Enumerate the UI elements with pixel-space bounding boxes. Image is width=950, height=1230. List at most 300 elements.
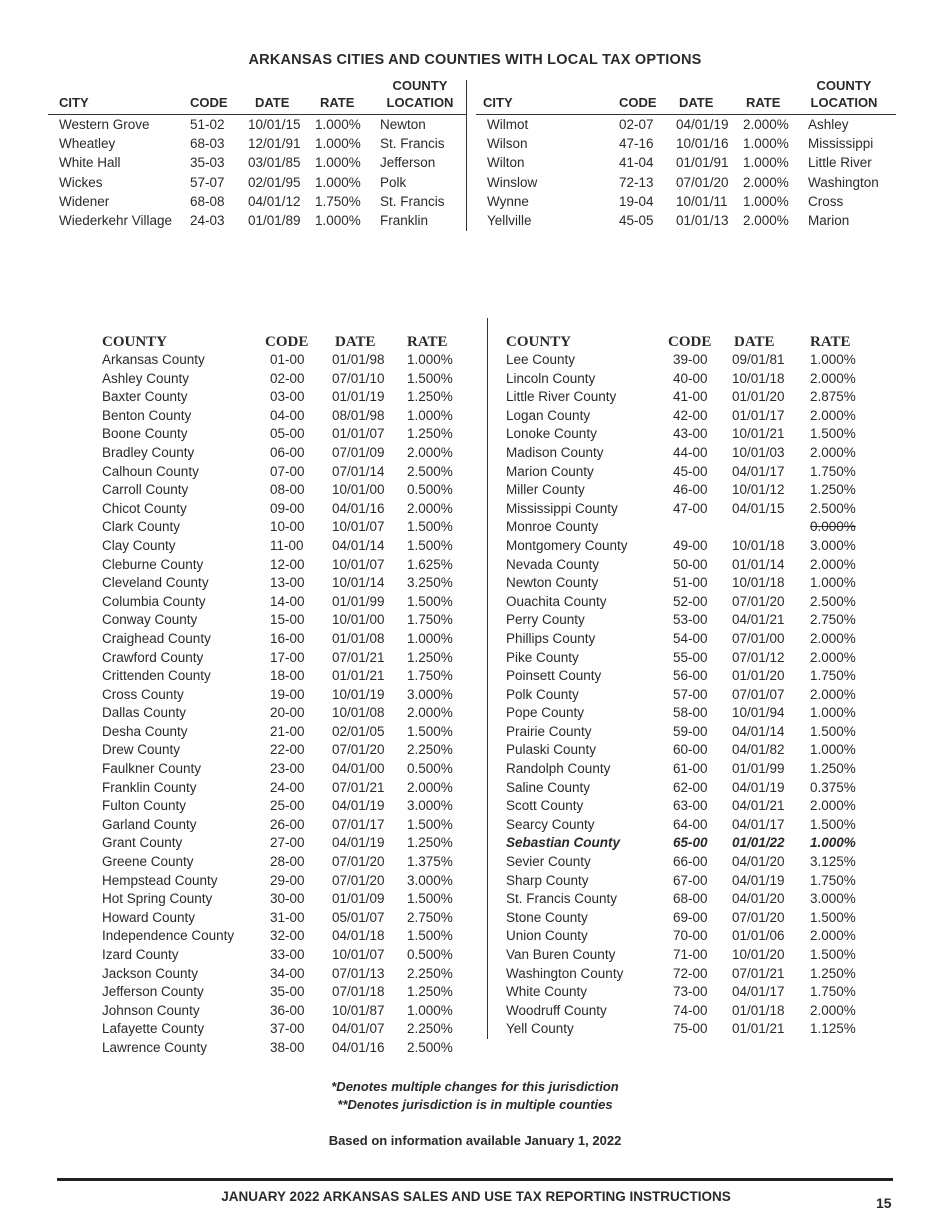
county-rate: 1.000%	[810, 742, 856, 758]
cities-left-half	[48, 78, 466, 231]
county-date: 07/01/21	[332, 779, 385, 795]
county-code: 41-00	[673, 389, 708, 405]
county-date: 07/01/13	[332, 965, 385, 981]
county-code: 66-00	[673, 854, 708, 870]
code-header: CODE	[619, 95, 657, 110]
rate-header: RATE	[746, 95, 781, 110]
county-date: 04/01/21	[732, 798, 785, 814]
county-code: 33-00	[270, 947, 305, 962]
county-date: 10/01/07	[332, 519, 385, 535]
county-rate: 2.000%	[810, 798, 856, 814]
county-code: 14-00	[270, 593, 305, 609]
cities-column-divider	[466, 80, 467, 231]
county-name: Benton County	[102, 407, 192, 423]
county-rate: 1.250%	[407, 835, 453, 851]
city-row	[48, 116, 466, 135]
footnote-multiple-changes: *Denotes multiple changes for this jurisdiction	[331, 1079, 619, 1094]
county-name: Clark County	[102, 519, 181, 535]
county-date: 07/01/18	[332, 984, 385, 1000]
county-code: 11-00	[270, 537, 304, 553]
county-code: 72-00	[673, 965, 708, 981]
county-rate: 3.125%	[810, 854, 856, 870]
county-code: 56-00	[673, 668, 708, 684]
county-date: 10/01/07	[332, 947, 385, 962]
county-date: 04/01/19	[332, 835, 385, 851]
county-code: 20-00	[270, 705, 305, 721]
county-rate: 2.750%	[810, 612, 856, 628]
county-code: 24-00	[270, 779, 305, 795]
county-rate: 2.000%	[810, 407, 856, 423]
county-code: 23-00	[270, 761, 305, 777]
county-date: 01/01/18	[732, 1002, 785, 1018]
county-name: St. Francis County	[506, 891, 618, 907]
county-name: Montgomery County	[506, 537, 628, 553]
county-date: 10/01/07	[332, 556, 385, 572]
county-name: Jefferson County	[102, 984, 204, 1000]
county-code: 16-00	[270, 630, 305, 646]
city-code: 45-05	[619, 212, 654, 228]
county-date: 10/01/00	[332, 612, 385, 628]
county-date: 02/01/05	[332, 723, 385, 739]
county-code: 36-00	[270, 1002, 305, 1018]
county-code: 06-00	[270, 444, 305, 460]
county-date: 07/01/21	[332, 649, 385, 665]
county-name: Miller County	[506, 482, 585, 498]
county-name: Cleveland County	[102, 575, 209, 591]
cities-right-rows	[476, 115, 896, 231]
county-name: Lafayette County	[102, 1021, 205, 1037]
city-county-location: Little River	[808, 155, 872, 171]
county-name: Newton County	[506, 575, 599, 591]
county-name: Madison County	[506, 444, 604, 460]
county-location-header-line1: COUNTY	[392, 78, 448, 93]
city-date: 07/01/20	[676, 174, 729, 190]
county-code: 71-00	[673, 947, 708, 962]
city-county-location: St. Francis	[380, 136, 445, 152]
county-date: 01/01/08	[332, 630, 385, 646]
county-date: 10/01/14	[332, 575, 385, 591]
city-rate: 1.000%	[315, 117, 361, 132]
footer-title: JANUARY 2022 ARKANSAS SALES AND USE TAX REPORTING INSTRUCTIONS	[221, 1189, 731, 1204]
county-name: Jackson County	[102, 965, 199, 981]
county-rate: 2.875%	[810, 389, 856, 405]
county-date: 04/01/16	[332, 500, 385, 516]
county-code: 59-00	[673, 723, 708, 739]
county-location-header-line2: LOCATION	[810, 95, 878, 110]
county-rate: 1.125%	[810, 1021, 856, 1037]
date-header: DATE	[679, 95, 714, 110]
county-rate: 1.750%	[810, 872, 856, 888]
county-rate: 1.000%	[407, 352, 453, 367]
code-header: CODE	[190, 95, 228, 110]
county-name: Marion County	[506, 463, 594, 479]
city-row	[48, 193, 466, 212]
county-date: 01/01/07	[332, 426, 385, 442]
county-code: 53-00	[673, 612, 708, 628]
county-date: 04/01/14	[732, 723, 785, 739]
county-rate: 2.500%	[407, 463, 453, 479]
county-name: Hot Spring County	[102, 891, 213, 907]
county-code: 40-00	[673, 370, 708, 386]
city-row	[48, 174, 466, 193]
county-name: Clay County	[102, 537, 176, 553]
county-name: Chicot County	[102, 500, 187, 516]
county-rate: 1.500%	[810, 909, 856, 925]
city-name: White Hall	[59, 155, 121, 171]
date-header: DATE	[335, 334, 376, 350]
city-row	[48, 154, 466, 173]
county-date: 04/01/17	[732, 984, 785, 1000]
county-name: Independence County	[102, 928, 235, 944]
county-name: Poinsett County	[506, 668, 602, 684]
county-rate: 0.000%	[810, 519, 856, 535]
county-name: Craighead County	[102, 630, 211, 646]
county-rate: 1.500%	[810, 723, 856, 739]
county-code: 64-00	[673, 816, 708, 832]
county-rate: 2.000%	[810, 370, 856, 386]
city-name: Wynne	[487, 193, 529, 209]
county-date: 01/01/09	[332, 891, 385, 907]
county-name: Sebastian County	[506, 835, 621, 851]
county-code: 12-00	[270, 556, 305, 572]
city-name: Western Grove	[59, 117, 150, 132]
county-date: 07/01/20	[332, 854, 385, 870]
rate-header: RATE	[320, 95, 355, 110]
county-date: 10/01/03	[732, 444, 785, 460]
city-date: 01/01/91	[676, 155, 729, 171]
county-name: Union County	[506, 928, 588, 944]
county-date: 04/01/07	[332, 1021, 385, 1037]
county-date: 09/01/81	[732, 352, 785, 367]
county-name: Grant County	[102, 835, 183, 851]
county-date: 08/01/98	[332, 407, 385, 423]
county-code: 50-00	[673, 556, 708, 572]
city-name: Wiederkehr Village	[59, 212, 173, 228]
county-name: Woodruff County	[506, 1002, 607, 1018]
city-date: 01/01/89	[248, 212, 301, 228]
county-name: Drew County	[102, 742, 181, 758]
city-county-location: Ashley	[808, 117, 849, 132]
county-code: 46-00	[673, 482, 708, 498]
county-code: 21-00	[270, 723, 305, 739]
county-name: Prairie County	[506, 723, 592, 739]
county-rate: 1.500%	[407, 928, 453, 944]
city-date: 12/01/91	[248, 136, 301, 152]
county-date: 01/01/22	[732, 835, 785, 851]
city-code: 24-03	[190, 212, 225, 228]
county-name: Greene County	[102, 854, 194, 870]
county-code: 22-00	[270, 742, 305, 758]
county-date: 07/01/14	[332, 463, 385, 479]
county-rate: 1.500%	[810, 947, 856, 962]
county-name: Franklin County	[102, 779, 197, 795]
county-rate: 3.000%	[407, 686, 453, 702]
city-county-location: Mississippi	[808, 136, 874, 152]
county-date: 10/01/08	[332, 705, 385, 721]
county-code: 38-00	[270, 1039, 305, 1055]
county-rate: 2.000%	[810, 556, 856, 572]
county-rate: 2.000%	[810, 630, 856, 646]
county-date: 07/01/09	[332, 444, 385, 460]
city-rate: 1.000%	[315, 155, 361, 171]
county-rate: 1.750%	[407, 612, 453, 628]
city-code: 41-04	[619, 155, 654, 171]
county-name: Ouachita County	[506, 593, 607, 609]
city-rate: 2.000%	[743, 117, 789, 132]
county-code: 29-00	[270, 872, 305, 888]
county-name: Faulkner County	[102, 761, 202, 777]
county-code: 42-00	[673, 407, 708, 423]
county-date: 01/01/21	[332, 668, 385, 684]
county-rate: 1.750%	[407, 668, 453, 684]
county-date: 04/01/19	[332, 798, 385, 814]
county-code: 35-00	[270, 984, 305, 1000]
county-code: 18-00	[270, 668, 305, 684]
city-code: 02-07	[619, 117, 654, 132]
city-rate: 1.000%	[315, 174, 361, 190]
county-name: Cleburne County	[102, 556, 204, 572]
county-date: 07/01/17	[332, 816, 385, 832]
county-date: 04/01/18	[332, 928, 385, 944]
city-rate: 1.750%	[315, 193, 361, 209]
page-title: ARKANSAS CITIES AND COUNTIES WITH LOCAL TAX OPTIONS	[248, 52, 702, 68]
county-name: Conway County	[102, 612, 198, 628]
county-rate: 1.000%	[810, 352, 856, 367]
county-location-header-line2: LOCATION	[386, 95, 454, 110]
county-code: 54-00	[673, 630, 708, 646]
county-date: 05/01/07	[332, 909, 385, 925]
city-county-location: Cross	[808, 193, 844, 209]
cities-left-rows	[48, 115, 466, 231]
county-date: 07/01/10	[332, 370, 385, 386]
county-rate: 2.000%	[407, 705, 453, 721]
county-code: 17-00	[270, 649, 305, 665]
city-code: 72-13	[619, 174, 654, 190]
county-date: 01/01/21	[732, 1021, 785, 1037]
city-header: CITY	[59, 95, 89, 110]
county-date: 07/01/12	[732, 649, 785, 665]
county-code: 15-00	[270, 612, 305, 628]
city-county-location: Polk	[380, 174, 407, 190]
city-code: 47-16	[619, 136, 654, 152]
county-code: 30-00	[270, 891, 305, 907]
county-code: 62-00	[673, 779, 708, 795]
city-code: 35-03	[190, 155, 225, 171]
cities-left-header	[48, 78, 466, 115]
county-rate: 2.000%	[407, 444, 453, 460]
city-rate: 2.000%	[743, 174, 789, 190]
county-rate: 2.250%	[407, 965, 453, 981]
county-code: 10-00	[270, 519, 305, 535]
city-name: Wickes	[59, 174, 103, 190]
counties-column-divider	[487, 318, 488, 1039]
county-code: 26-00	[270, 816, 305, 832]
county-code: 47-00	[673, 500, 708, 516]
county-rate: 1.500%	[407, 537, 453, 553]
county-rate: 1.500%	[407, 519, 453, 535]
city-rate: 2.000%	[743, 212, 789, 228]
city-row	[476, 193, 896, 212]
county-date: 07/01/20	[732, 909, 785, 925]
city-header: CITY	[483, 95, 513, 110]
county-name: Lawrence County	[102, 1039, 208, 1055]
county-name: Calhoun County	[102, 463, 199, 479]
county-date: 01/01/06	[732, 928, 785, 944]
county-code: 75-00	[673, 1021, 708, 1037]
county-name: Phillips County	[506, 630, 596, 646]
county-rate: 1.750%	[810, 984, 856, 1000]
county-header: COUNTY	[506, 334, 572, 350]
county-date: 04/01/17	[732, 463, 785, 479]
county-date: 07/01/20	[332, 872, 385, 888]
county-name: White County	[506, 984, 588, 1000]
county-name: Howard County	[102, 909, 196, 925]
date-header: DATE	[255, 95, 290, 110]
code-header: CODE	[668, 334, 712, 350]
county-rate: 1.000%	[407, 1002, 453, 1018]
county-code: 08-00	[270, 482, 305, 498]
county-code: 65-00	[673, 835, 708, 851]
county-code: 37-00	[270, 1021, 305, 1037]
county-rate: 1.250%	[407, 984, 453, 1000]
county-date: 04/01/82	[732, 742, 785, 758]
city-rate: 1.000%	[743, 155, 789, 171]
county-rate: 2.750%	[407, 909, 453, 925]
county-rate: 2.250%	[407, 742, 453, 758]
county-rate: 2.000%	[810, 444, 856, 460]
county-date: 04/01/21	[732, 612, 785, 628]
county-rate: 2.500%	[810, 500, 856, 516]
county-rate: 2.000%	[810, 649, 856, 665]
county-name: Randolph County	[506, 761, 611, 777]
county-date: 07/01/20	[332, 742, 385, 758]
county-rate: 1.750%	[810, 463, 856, 479]
county-date: 10/01/12	[732, 482, 785, 498]
county-rate: 1.500%	[407, 370, 453, 386]
county-date: 10/01/18	[732, 370, 785, 386]
county-location-header	[804, 77, 884, 111]
county-date: 04/01/19	[732, 872, 785, 888]
county-name: Logan County	[506, 407, 591, 423]
city-date: 10/01/11	[676, 193, 728, 209]
city-date: 01/01/13	[676, 212, 729, 228]
county-rate: 1.000%	[810, 575, 856, 591]
city-row	[476, 154, 896, 173]
county-rate: 1.250%	[810, 761, 856, 777]
rate-header: RATE	[407, 334, 448, 350]
city-rate: 1.000%	[743, 136, 789, 152]
county-date: 07/01/00	[732, 630, 785, 646]
county-name: Hempstead County	[102, 872, 218, 888]
county-name: Pike County	[506, 649, 579, 665]
county-code: 57-00	[673, 686, 708, 702]
county-code: 01-00	[270, 352, 305, 367]
city-code: 68-08	[190, 193, 225, 209]
date-header: DATE	[734, 334, 775, 350]
page-number: 15	[876, 1195, 892, 1211]
county-name: Little River County	[506, 389, 617, 405]
county-date: 07/01/20	[732, 593, 785, 609]
county-code: 55-00	[673, 649, 708, 665]
city-county-location: Marion	[808, 212, 850, 228]
city-rate: 1.000%	[315, 136, 361, 152]
county-code: 02-00	[270, 370, 305, 386]
city-name: Wilton	[487, 155, 525, 171]
county-code: 68-00	[673, 891, 708, 907]
county-name: Izard County	[102, 947, 179, 962]
county-code: 70-00	[673, 928, 708, 944]
footnote-multiple-counties: **Denotes jurisdiction is in multiple counties	[337, 1097, 613, 1112]
county-date: 10/01/19	[332, 686, 385, 702]
city-code: 68-03	[190, 136, 225, 152]
county-code: 63-00	[673, 798, 708, 814]
county-name: Perry County	[506, 612, 585, 628]
county-name: Boone County	[102, 426, 188, 442]
county-name: Scott County	[506, 798, 584, 814]
county-rate: 3.000%	[810, 537, 856, 553]
county-name: Arkansas County	[102, 352, 205, 367]
county-name: Bradley County	[102, 444, 195, 460]
county-name: Monroe County	[506, 519, 599, 535]
county-rate: 1.375%	[407, 854, 453, 870]
city-county-location: Franklin	[380, 212, 429, 228]
county-code: 07-00	[270, 463, 305, 479]
county-name: Stone County	[506, 909, 588, 925]
county-rate: 0.375%	[810, 779, 856, 795]
county-date: 10/01/18	[732, 537, 785, 553]
county-date: 01/01/98	[332, 352, 385, 367]
county-rate: 2.500%	[407, 1039, 453, 1055]
county-rate: 1.750%	[810, 668, 856, 684]
code-header: CODE	[265, 334, 309, 350]
city-county-location: Washington	[808, 174, 879, 190]
city-code: 57-07	[190, 174, 225, 190]
rate-header: RATE	[810, 334, 851, 350]
county-date: 01/01/14	[732, 556, 785, 572]
county-name: Dallas County	[102, 705, 187, 721]
county-name: Fulton County	[102, 798, 187, 814]
county-name: Washington County	[506, 965, 624, 981]
county-code: 19-00	[270, 686, 305, 702]
county-rate: 2.000%	[810, 686, 856, 702]
county-rate: 3.000%	[407, 872, 453, 888]
county-code: 13-00	[270, 575, 305, 591]
city-date: 02/01/95	[248, 174, 301, 190]
county-date: 10/01/20	[732, 947, 785, 962]
footer-rule	[57, 1178, 893, 1181]
county-name: Yell County	[506, 1021, 574, 1037]
county-name: Nevada County	[506, 556, 600, 572]
county-rate: 1.500%	[407, 593, 453, 609]
county-code: 34-00	[270, 965, 305, 981]
county-location-header-line1: COUNTY	[816, 78, 872, 93]
county-date: 01/01/20	[732, 389, 785, 405]
county-rate: 1.250%	[407, 649, 453, 665]
county-code: 61-00	[673, 761, 708, 777]
county-date: 04/01/00	[332, 761, 385, 777]
county-code: 67-00	[673, 872, 708, 888]
city-row	[48, 135, 466, 154]
county-name: Mississippi County	[506, 500, 618, 516]
city-row	[476, 116, 896, 135]
county-rate: 1.500%	[407, 723, 453, 739]
county-code: 39-00	[673, 352, 708, 367]
city-row	[48, 212, 466, 231]
county-name: Carroll County	[102, 482, 189, 498]
county-name: Ashley County	[102, 370, 190, 386]
city-name: Wilson	[487, 136, 528, 152]
county-code: 05-00	[270, 426, 305, 442]
